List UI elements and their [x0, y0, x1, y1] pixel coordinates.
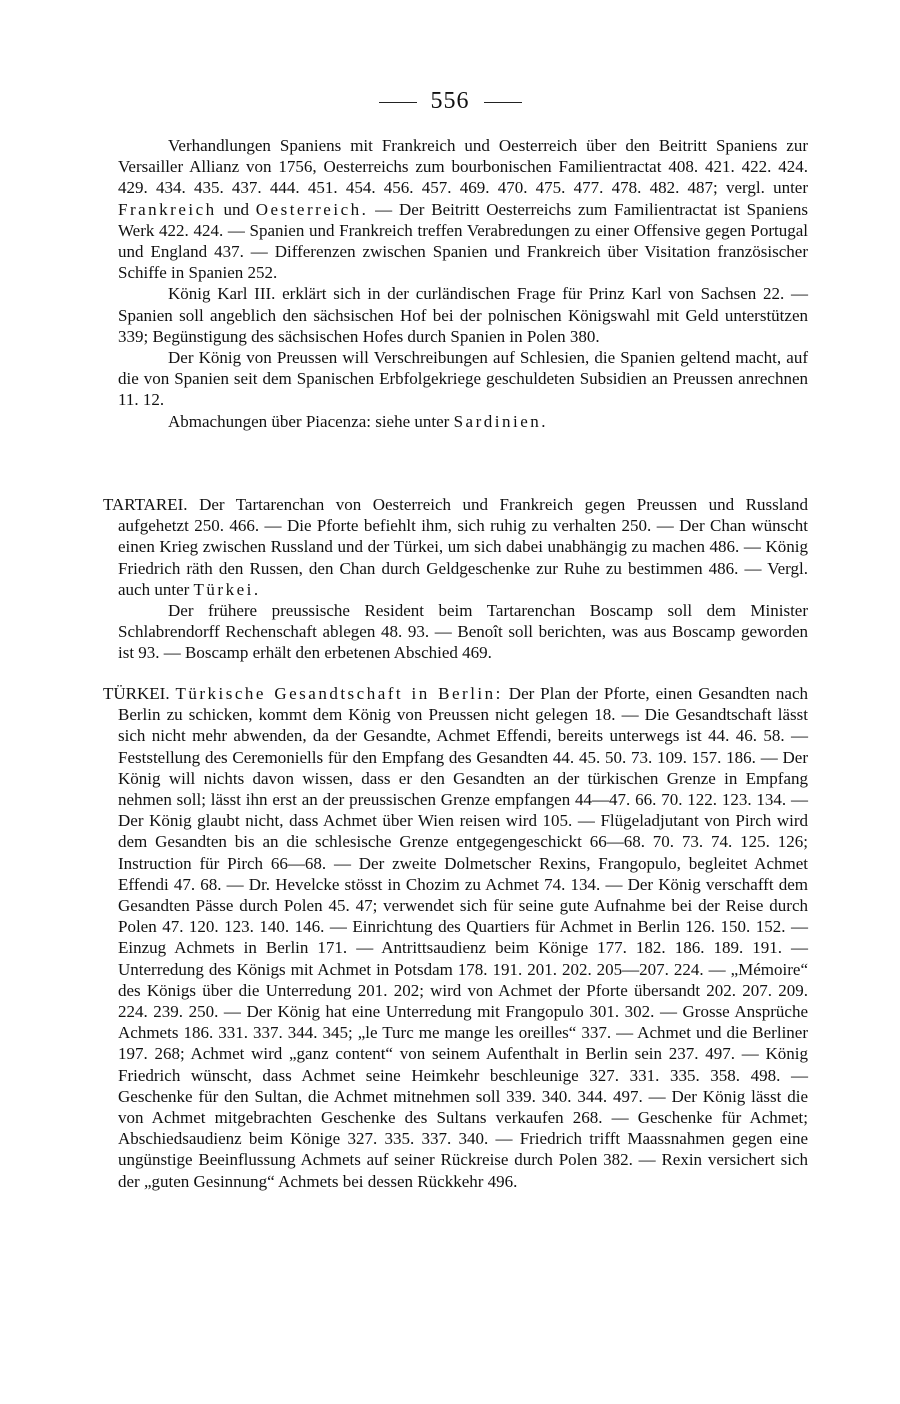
spain-block	[118, 135, 808, 432]
spain-paragraph-4	[118, 411, 808, 432]
tuerkei-p1-text: Der Plan der Pforte, einen Gesandten nach Berlin zu schicken, kommt dem König von Preussen nicht gelegen 18. — Die Gesandtschaft lässt sich nicht mehr abwenden, da der Gesandte, Achmet Effendi, bereits unterwegs ist 44. 46. 58. — Feststellung des Ceremoniells für den Empfang des Gesandten 44. 45. 50. 73. 109. 157. 186. — Der König will nichts davon wissen, dass er den Gesandten an der türkischen Grenze in Empfang nehmen soll; lässt ihn erst an der preussischen Grenze empfangen 44—47. 66. 70. 122. 123. 134. — Der König glaubt nicht, dass Achmet über Wien reisen wird 105. — Flügeladjutant von Pirch wird dem Gesandten bis an die schlesische Grenze entgegengeschickt 66—68. 70. 73. 74. 125. 126; Instruction für Pirch 66—68. — Der zweite Dolmetscher Rexins, Frangopulo, begleitet Achmet Effendi 47. 68. — Dr. Hevelcke stösst in Chozim zu Achmet 74. 134. — Der König verschafft dem Gesandten Pässe durch Polen 45. 47; verwendet sich für seine gute Aufnahme bei der Reise durch Polen 47. 120. 123. 140. 146. — Einrichtung des Quartiers für Achmet in Berlin 126. 150. 152. — Einzug Achmets in Berlin 171. — Antrittsaudienz beim Könige 177. 182. 186. 189. 191. — Unterredung des Königs mit Achmet in Potsdam 178. 191. 201. 202. 205—207. 224. — „Mémoire“ des Königs über die Unterredung 201. 202; wird von Achmet der Pforte übersandt 202. 207. 209. 224. 239. 250. — Der König hat eine Unterredung mit Frangopulo 301. 302. — Grosse Ansprüche Achmets 186. 331. 337. 344. 345; „le Turc me mange les oreilles“ 337. — Achmet und die Berliner 197. 268; Achmet wird „ganz content“ von seinem Aufenthalt in Berlin sein 237. 497. — König Friedrich wünscht, dass Achmet seine Heimkehr beschleunige 327. 331. 335. 358. 498. — Geschenke für den Sultan, die Achmet mitnehmen soll 339. 340. 344. 497. — Der König lässt die von Achmet mitgebrachten Geschenke des Sultans verkaufen 268. — Geschenke für Achmet; Abschiedsaudienz beim Könige 327. 335. 337. 340. — Friedrich trifft Maassnahmen gegen eine ungünstige Beeinflussung Achmets auf seiner Rückreise durch Polen 382. — Rexin versichert sich der „guten Gesinnung“ Achmets bei dessen Rückkehr 496.	[118, 684, 809, 1191]
spain-paragraph-1	[118, 135, 808, 283]
cross-ref-oesterreich[interactable]: Oesterreich.	[255, 199, 369, 219]
tartarei-entry	[103, 494, 808, 664]
tartarei-paragraph-1	[103, 494, 808, 600]
cross-ref-tuerkei[interactable]: Türkei.	[193, 579, 261, 599]
tuerkei-heading: TÜRKEI.	[103, 684, 170, 703]
header-rule-right	[484, 102, 522, 103]
spain-paragraph-3: Der König von Preussen will Verschreibungen auf Schlesien, die Spanien geltend macht, auf die von Spanien seit dem Spanischen Erbfolgekriege geschuldeten Subsidien an Preussen anrechnen 11. 12.	[118, 348, 808, 410]
tuerkei-entry	[103, 683, 808, 1192]
spain-p4-text: Abmachungen über Piacenza: siehe unter	[168, 411, 450, 431]
cross-ref-frankreich[interactable]: Frankreich	[118, 199, 217, 219]
cross-ref-sardinien[interactable]: Sardinien.	[453, 411, 548, 431]
tartarei-heading: TARTAREI.	[103, 495, 188, 514]
spain-p1-rest: — Der Beitritt Oesterreichs zum Familientractat ist Spaniens Werk 422. 424. — Spanien und Frankreich treffen Verabredungen zu einer Offensive gegen Portugal und England 437. — Differenzen zwischen Spanien und Frankreich über Visitation französischer Schiffe in Spanien 252.	[118, 199, 809, 283]
spain-paragraph-2: König Karl III. erklärt sich in der curländischen Frage für Prinz Karl von Sachsen 22. — Spanien soll angeblich den sächsischen Hof bei der polnischen Königswahl mit Geld unterstützen 339; Begünstigung des sächsischen Hofes durch Spanien in Polen 380.	[118, 284, 808, 346]
header-rule-left	[379, 102, 417, 103]
page-header	[0, 86, 900, 116]
tuerkei-paragraph-1	[103, 683, 808, 1192]
page-number: 556	[430, 88, 470, 114]
spain-p1-und: und	[223, 199, 249, 219]
tartarei-p1-text: Der Tartarenchan von Oesterreich und Frankreich gegen Preussen und Russland aufgehetzt 250. 466. — Die Pforte befiehlt ihm, sich ruhig zu verhalten 250. — Der Chan wünscht einen Krieg zwischen Russland und der Türkei, um sich dabei unabhängig zu machen 486. — König Friedrich räth den Russen, den Chan durch Geldgeschenke zur Ruhe zu bestimmen 486. — Vergl. auch unter	[118, 495, 808, 599]
tuerkei-subheading: Türkische Gesandtschaft in Berlin:	[175, 684, 503, 703]
tartarei-paragraph-2: Der frühere preussische Resident beim Tartarenchan Boscamp soll dem Minister Schlabrendorff Rechenschaft ablegen 48. 93. — Benoît soll berichten, was aus Boscamp geworden ist 93. — Boscamp erhält den erbetenen Abschied 469.	[118, 601, 808, 663]
spain-p1-text: Verhandlungen Spaniens mit Frankreich und Oesterreich über den Beitritt Spaniens zur Versailler Allianz von 1756, Oesterreichs zum bourbonischen Familientractat 408. 421. 422. 424. 429. 434. 435. 437. 444. 451. 454. 456. 457. 469. 470. 475. 477. 478. 482. 487; vergl. unter	[118, 136, 808, 198]
